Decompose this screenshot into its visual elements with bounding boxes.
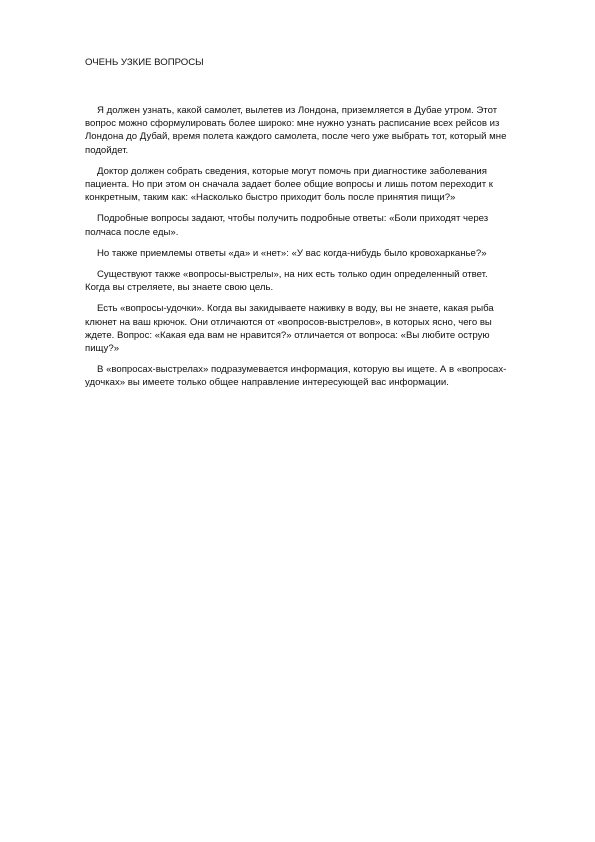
document-title: ОЧЕНЬ УЗКИЕ ВОПРОСЫ <box>85 57 204 68</box>
paragraph-3: Подробные вопросы задают, чтобы получить подробные ответы: «Боли приходят через полчаса после еды». <box>85 213 489 238</box>
paragraph-6: Есть «вопросы-удочки». Когда вы закидываете наживку в воду, вы не знаете, какая рыба клюнет на ваш крючок. Они отличаются от «вопросов-выстрелов», в которых ясно, чего вы ждете. Вопрос: «Какая еда вам не нравится?» отличается от вопроса: «Вы любите острую пищу?» <box>85 303 494 355</box>
paragraph-1: Я должен узнать, какой самолет, вылетев из Лондона, приземляется в Дубае утром. Этот вопрос можно сформулировать более широко: мне нужно узнать расписание всех рейсов из Лондона до Дубай, время полета каждого самолета, после чего уже выбрать тот, который мне подойдет. <box>85 105 507 156</box>
paragraph-2: Доктор должен собрать сведения, которые могут помочь при диагностике заболевания пациента. Но при этом он сначала задает более общие вопросы и лишь потом переходит к конкретным, таким как: «Насколько быстро приходит боль после принятия пищи?» <box>85 165 493 204</box>
paragraph-7: В «вопросах-выстрелах» подразумевается информация, которую вы ищете. А в «вопросах-удочках» вы имеете только общее направление интересующей вас информации. <box>85 364 507 389</box>
paragraph-5: Существуют также «вопросы-выстрелы», на них есть только один определенный ответ. Когда вы стреляете, вы знаете свою цель. <box>85 269 488 294</box>
document-body <box>85 104 511 398</box>
paragraph-4: Но также приемлемы ответы «да» и «нет»: «У вас когда-нибудь было кровохарканье?» <box>97 247 487 259</box>
